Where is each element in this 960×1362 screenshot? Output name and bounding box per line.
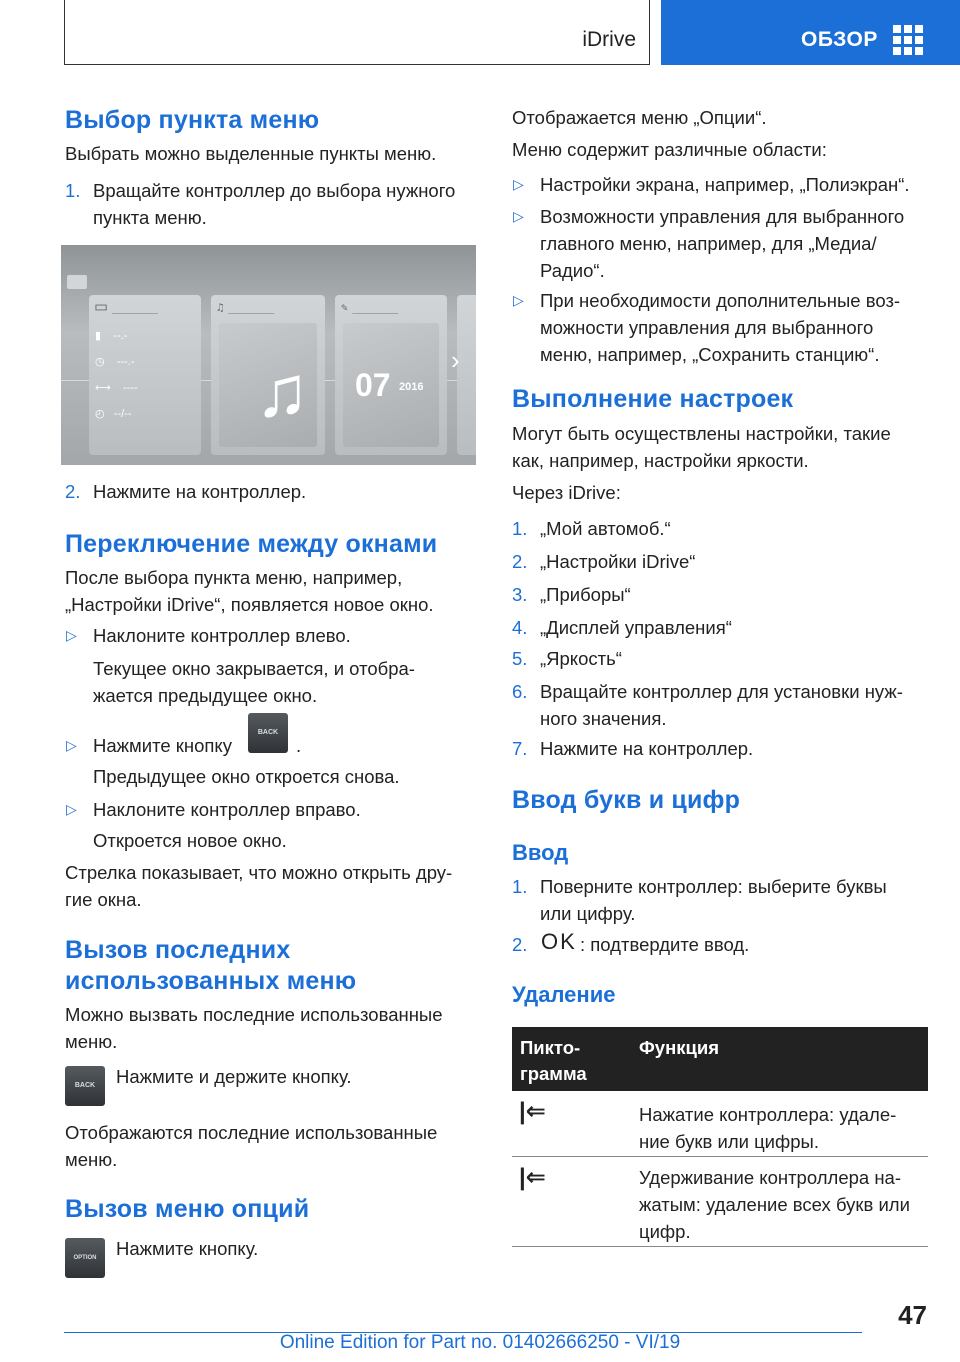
step-number: 4. bbox=[512, 617, 528, 638]
footer-edition-text: Online Edition for Part no. 01402666250 - VI/19 bbox=[279, 1332, 681, 1353]
paragraph: Можно вызвать последние использованные bbox=[65, 1004, 443, 1025]
bullet-subtext: Откроется новое окно. bbox=[93, 830, 287, 851]
step-text: „Мой автомоб.“ bbox=[540, 518, 671, 539]
ok-icon: OK bbox=[541, 929, 577, 954]
bullet-text: Радио“. bbox=[540, 260, 605, 281]
car-icon bbox=[67, 275, 87, 289]
paragraph: меню. bbox=[65, 1149, 118, 1170]
header-section-label: iDrive bbox=[582, 28, 636, 51]
date-year: 2016 bbox=[399, 381, 424, 393]
step-number: 7. bbox=[512, 738, 528, 759]
music-note-icon: ♫ bbox=[255, 352, 309, 432]
page-number: 47 bbox=[898, 1300, 927, 1330]
paragraph: После выбора пункта меню, например, bbox=[65, 567, 403, 588]
bullet-triangle-icon: ▷ bbox=[66, 801, 77, 817]
screen-tile-media bbox=[211, 295, 325, 455]
table-header-col1-line2: грамма bbox=[520, 1063, 587, 1084]
bullet-triangle-icon: ▷ bbox=[513, 292, 524, 308]
step-text: ного значения. bbox=[540, 708, 667, 729]
tile-artwork bbox=[343, 323, 439, 447]
backspace-arrow-icon: |⇐ bbox=[519, 1098, 546, 1125]
step-number: 2. bbox=[65, 481, 81, 502]
step-text: „Яркость“ bbox=[540, 648, 622, 669]
screen-tile-next bbox=[457, 295, 476, 455]
step-number: 2. bbox=[512, 934, 528, 955]
bullet-triangle-icon: ▷ bbox=[513, 208, 524, 224]
step-text: „Настройки iDrive“ bbox=[540, 551, 696, 572]
header-tab-overview[interactable] bbox=[661, 0, 960, 65]
step-text: или цифру. bbox=[540, 903, 636, 924]
section-title-switch-windows: Переключение между окнами bbox=[65, 530, 438, 558]
step-text: Вращайте контроллер до выбора нужного bbox=[93, 180, 456, 201]
section-title-recent-menus: Вызов последних bbox=[65, 936, 291, 964]
paragraph: гие окна. bbox=[65, 889, 142, 910]
subsection-title-delete: Удаление bbox=[512, 982, 616, 1007]
step-number: 1. bbox=[512, 518, 528, 539]
bullet-text: . bbox=[296, 735, 302, 756]
table-header-col2: Функция bbox=[639, 1037, 720, 1058]
grid-icon bbox=[893, 25, 923, 55]
screen-tile-communication bbox=[335, 295, 447, 455]
step-text: : подтвердите ввод. bbox=[580, 934, 750, 955]
back-key-icon: BACK bbox=[65, 1066, 105, 1106]
step-text: „Приборы“ bbox=[540, 584, 631, 605]
header-tab-label: ОБЗОР bbox=[801, 28, 878, 51]
step-number: 2. bbox=[512, 551, 528, 572]
step-text: Нажмите на контроллер. bbox=[540, 738, 754, 759]
bullet-text: меню, например, „Сохранить станцию“. bbox=[540, 344, 880, 365]
paragraph: Нажмите кнопку. bbox=[116, 1238, 259, 1259]
bullet-triangle-icon: ▷ bbox=[66, 627, 77, 643]
table-cell: цифр. bbox=[639, 1221, 691, 1242]
step-text: „Дисплей управления“ bbox=[540, 617, 732, 638]
range-icon: ⟷ ---- bbox=[95, 382, 138, 394]
table-cell: жатым: удаление всех букв или bbox=[639, 1194, 910, 1215]
bullet-text: Нажмите кнопку bbox=[93, 735, 232, 756]
table-cell: Удерживание контроллера на‐ bbox=[639, 1167, 901, 1188]
bullet-text: При необходимости дополнительные воз‐ bbox=[540, 290, 901, 311]
screen-tile-my-vehicle bbox=[89, 295, 201, 455]
paragraph: Отображаются последние использованные bbox=[65, 1122, 438, 1143]
bullet-text: можности управления для выбранного bbox=[540, 317, 874, 338]
step-number: 3. bbox=[512, 584, 528, 605]
chevron-right-icon: › bbox=[451, 345, 460, 375]
timer-icon: ◴ --/-- bbox=[95, 408, 132, 420]
idrive-screenshot bbox=[61, 245, 476, 465]
section-title-recent-menus-line2: использованных меню bbox=[65, 967, 357, 995]
tile-header: ♫ ________ bbox=[217, 301, 274, 314]
step-number: 1. bbox=[65, 180, 81, 201]
bullet-subtext: жается предыдущее окно. bbox=[93, 685, 318, 706]
bullet-text: Настройки экрана, например, „Полиэкран“. bbox=[540, 174, 910, 195]
subsection-title-input: Ввод bbox=[512, 840, 569, 865]
tile-header: ⊏⊐ ________ bbox=[95, 301, 157, 314]
paragraph: Через iDrive: bbox=[512, 482, 621, 503]
section-title-input: Ввод букв и цифр bbox=[512, 786, 741, 814]
bullet-text: Наклоните контроллер влево. bbox=[93, 625, 351, 646]
step-number: 5. bbox=[512, 648, 528, 669]
bullet-triangle-icon: ▷ bbox=[513, 176, 524, 192]
date-day: 07 bbox=[355, 367, 391, 403]
table-header-col1: Пикто‐ bbox=[520, 1037, 581, 1058]
table-row-divider bbox=[512, 1246, 928, 1247]
paragraph: как, например, настройки яркости. bbox=[512, 450, 809, 471]
back-key-icon: BACK bbox=[248, 713, 288, 753]
bullet-text: главного меню, например, для „Медиа/ bbox=[540, 233, 877, 254]
bullet-subtext: Предыдущее окно откроется снова. bbox=[93, 766, 400, 787]
table-cell: Нажатие контроллера: удале‐ bbox=[639, 1104, 897, 1125]
bullet-text: Наклоните контроллер вправо. bbox=[93, 799, 361, 820]
paragraph: Отображается меню „Опции“. bbox=[512, 107, 767, 128]
step-number: 1. bbox=[512, 876, 528, 897]
backspace-arrow-icon: |⇐ bbox=[519, 1164, 546, 1191]
fuel-icon: ▮ --.- bbox=[95, 330, 128, 342]
section-title-select-menu-item: Выбор пункта меню bbox=[65, 106, 320, 134]
step-text: Вращайте контроллер для установки нуж‐ bbox=[540, 681, 903, 702]
table-row-divider bbox=[512, 1156, 928, 1157]
bullet-text: Возможности управления для выбранного bbox=[540, 206, 905, 227]
step-text: Нажмите на контроллер. bbox=[93, 481, 307, 502]
paragraph: Меню содержит различные области: bbox=[512, 139, 827, 160]
tile-artwork bbox=[219, 323, 317, 447]
step-text: Поверните контроллер: выберите буквы bbox=[540, 876, 887, 897]
step-number: 6. bbox=[512, 681, 528, 702]
paragraph: Выбрать можно выделенные пункты меню. bbox=[65, 143, 437, 164]
option-key-icon: OPTION bbox=[65, 1238, 105, 1278]
step-text: пункта меню. bbox=[93, 207, 207, 228]
paragraph: „Настройки iDrive“, появляется новое окно. bbox=[65, 594, 434, 615]
tile-header: ✎ ________ bbox=[341, 301, 398, 314]
bullet-triangle-icon: ▷ bbox=[66, 737, 77, 753]
paragraph: Могут быть осуществлены настройки, такие bbox=[512, 423, 891, 444]
clock-icon: ◷ ---.- bbox=[95, 356, 135, 368]
section-title-settings: Выполнение настроек bbox=[512, 385, 794, 413]
table-cell: ние букв или цифры. bbox=[639, 1131, 819, 1152]
paragraph: Нажмите и держите кнопку. bbox=[116, 1066, 352, 1087]
paragraph: Стрелка показывает, что можно открыть дру‐ bbox=[65, 862, 453, 883]
section-title-options-menu: Вызов меню опций bbox=[65, 1195, 310, 1223]
paragraph: меню. bbox=[65, 1031, 118, 1052]
bullet-subtext: Текущее окно закрывается, и отобра‐ bbox=[93, 658, 415, 679]
